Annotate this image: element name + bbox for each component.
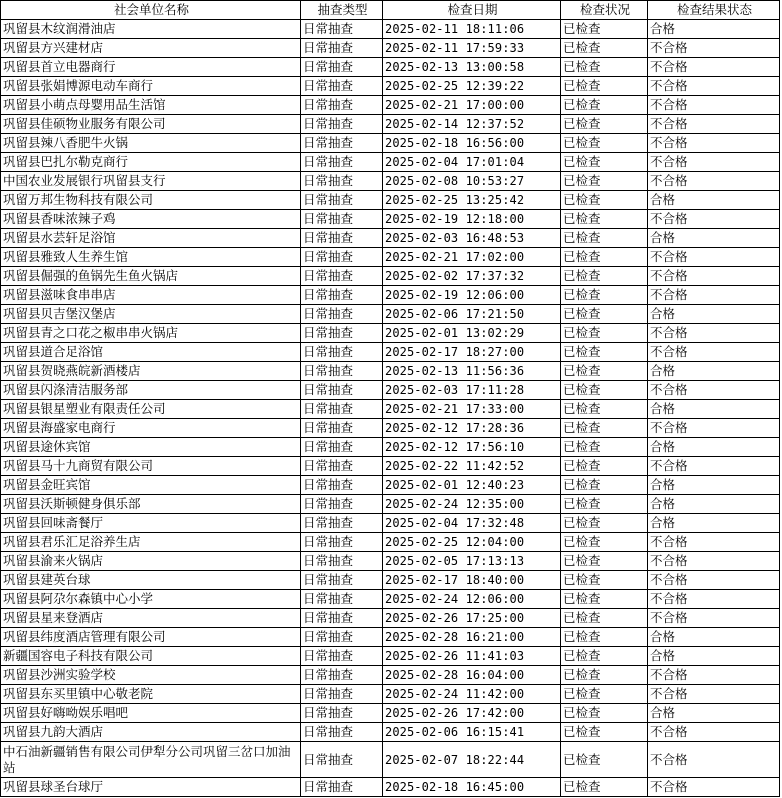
check-type-cell[interactable]: 日常抽查 bbox=[301, 419, 383, 438]
result-status-cell[interactable]: 合格 bbox=[648, 438, 780, 457]
table-row[interactable] bbox=[1, 172, 780, 191]
result-status-cell[interactable]: 不合格 bbox=[648, 134, 780, 153]
table-row[interactable] bbox=[1, 742, 780, 778]
table-row[interactable] bbox=[1, 115, 780, 134]
check-type-cell[interactable]: 日常抽查 bbox=[301, 609, 383, 628]
check-date-cell[interactable]: 2025-02-11 18:11:06 bbox=[383, 20, 561, 39]
unit-name-cell[interactable]: 巩留县滋味食串串店 bbox=[1, 286, 301, 305]
check-date-cell[interactable]: 2025-02-03 16:48:53 bbox=[383, 229, 561, 248]
check-type-cell[interactable]: 日常抽查 bbox=[301, 20, 383, 39]
table-row[interactable] bbox=[1, 609, 780, 628]
result-status-cell[interactable]: 合格 bbox=[648, 647, 780, 666]
check-status-cell[interactable]: 已检查 bbox=[561, 590, 648, 609]
header-check-type[interactable]: 抽查类型 bbox=[301, 1, 383, 20]
unit-name-cell[interactable]: 巩留县首立电器商行 bbox=[1, 58, 301, 77]
unit-name-cell[interactable]: 中国农业发展银行巩留县支行 bbox=[1, 172, 301, 191]
unit-name-cell[interactable]: 巩留县好嗨呦娱乐唱吧 bbox=[1, 704, 301, 723]
check-status-cell[interactable]: 已检查 bbox=[561, 381, 648, 400]
check-type-cell[interactable]: 日常抽查 bbox=[301, 552, 383, 571]
check-date-cell[interactable]: 2025-02-24 12:35:00 bbox=[383, 495, 561, 514]
result-status-cell[interactable]: 不合格 bbox=[648, 77, 780, 96]
unit-name-cell[interactable]: 巩留县辣八香肥牛火锅 bbox=[1, 134, 301, 153]
check-type-cell[interactable]: 日常抽查 bbox=[301, 134, 383, 153]
check-status-cell[interactable]: 已检查 bbox=[561, 514, 648, 533]
check-type-cell[interactable]: 日常抽查 bbox=[301, 647, 383, 666]
check-date-cell[interactable]: 2025-02-26 17:42:00 bbox=[383, 704, 561, 723]
check-type-cell[interactable]: 日常抽查 bbox=[301, 533, 383, 552]
check-type-cell[interactable]: 日常抽查 bbox=[301, 39, 383, 58]
check-status-cell[interactable]: 已检查 bbox=[561, 305, 648, 324]
header-unit-name[interactable]: 社会单位名称 bbox=[1, 1, 301, 20]
unit-name-cell[interactable]: 巩留县佳硕物业服务有限公司 bbox=[1, 115, 301, 134]
unit-name-cell[interactable]: 巩留县闪涤清洁服务部 bbox=[1, 381, 301, 400]
check-date-cell[interactable]: 2025-02-07 18:22:44 bbox=[383, 742, 561, 778]
unit-name-cell[interactable]: 巩留县金旺宾馆 bbox=[1, 476, 301, 495]
check-status-cell[interactable]: 已检查 bbox=[561, 267, 648, 286]
result-status-cell[interactable]: 不合格 bbox=[648, 666, 780, 685]
unit-name-cell[interactable]: 巩留县马十九商贸有限公司 bbox=[1, 457, 301, 476]
result-status-cell[interactable]: 不合格 bbox=[648, 590, 780, 609]
check-type-cell[interactable]: 日常抽查 bbox=[301, 666, 383, 685]
header-check-status[interactable]: 检查状况 bbox=[561, 1, 648, 20]
check-date-cell[interactable]: 2025-02-22 11:42:52 bbox=[383, 457, 561, 476]
check-date-cell[interactable]: 2025-02-24 11:42:00 bbox=[383, 685, 561, 704]
result-status-cell[interactable]: 合格 bbox=[648, 476, 780, 495]
table-row[interactable] bbox=[1, 778, 780, 797]
check-date-cell[interactable]: 2025-02-24 12:06:00 bbox=[383, 590, 561, 609]
table-row[interactable] bbox=[1, 647, 780, 666]
check-status-cell[interactable]: 已检查 bbox=[561, 704, 648, 723]
header-result-status[interactable]: 检查结果状态 bbox=[648, 1, 780, 20]
check-type-cell[interactable]: 日常抽查 bbox=[301, 381, 383, 400]
check-status-cell[interactable]: 已检查 bbox=[561, 134, 648, 153]
table-row[interactable] bbox=[1, 305, 780, 324]
table-row[interactable] bbox=[1, 210, 780, 229]
unit-name-cell[interactable]: 巩留县回味斋餐厅 bbox=[1, 514, 301, 533]
check-status-cell[interactable]: 已检查 bbox=[561, 400, 648, 419]
result-status-cell[interactable]: 合格 bbox=[648, 514, 780, 533]
table-row[interactable] bbox=[1, 590, 780, 609]
check-type-cell[interactable]: 日常抽查 bbox=[301, 191, 383, 210]
check-date-cell[interactable]: 2025-02-04 17:01:04 bbox=[383, 153, 561, 172]
result-status-cell[interactable]: 不合格 bbox=[648, 39, 780, 58]
unit-name-cell[interactable]: 巩留县水芸轩足浴馆 bbox=[1, 229, 301, 248]
unit-name-cell[interactable]: 巩留县巴扎尔勒克商行 bbox=[1, 153, 301, 172]
check-status-cell[interactable]: 已检查 bbox=[561, 343, 648, 362]
check-date-cell[interactable]: 2025-02-25 12:04:00 bbox=[383, 533, 561, 552]
unit-name-cell[interactable]: 巩留县阿尕尔森镇中心小学 bbox=[1, 590, 301, 609]
check-date-cell[interactable]: 2025-02-13 13:00:58 bbox=[383, 58, 561, 77]
check-status-cell[interactable]: 已检查 bbox=[561, 457, 648, 476]
check-status-cell[interactable]: 已检查 bbox=[561, 324, 648, 343]
check-date-cell[interactable]: 2025-02-21 17:00:00 bbox=[383, 96, 561, 115]
result-status-cell[interactable]: 不合格 bbox=[648, 115, 780, 134]
result-status-cell[interactable]: 合格 bbox=[648, 400, 780, 419]
check-type-cell[interactable]: 日常抽查 bbox=[301, 153, 383, 172]
check-status-cell[interactable]: 已检查 bbox=[561, 495, 648, 514]
unit-name-cell[interactable]: 巩留县贝吉堡汉堡店 bbox=[1, 305, 301, 324]
table-row[interactable] bbox=[1, 438, 780, 457]
result-status-cell[interactable]: 合格 bbox=[648, 628, 780, 647]
check-type-cell[interactable]: 日常抽查 bbox=[301, 778, 383, 797]
unit-name-cell[interactable]: 巩留县星来登酒店 bbox=[1, 609, 301, 628]
result-status-cell[interactable]: 不合格 bbox=[648, 571, 780, 590]
check-status-cell[interactable]: 已检查 bbox=[561, 191, 648, 210]
check-type-cell[interactable]: 日常抽查 bbox=[301, 77, 383, 96]
check-date-cell[interactable]: 2025-02-12 17:28:36 bbox=[383, 419, 561, 438]
check-status-cell[interactable]: 已检查 bbox=[561, 742, 648, 778]
unit-name-cell[interactable]: 巩留县海盛家电商行 bbox=[1, 419, 301, 438]
check-type-cell[interactable]: 日常抽查 bbox=[301, 229, 383, 248]
header-row bbox=[1, 1, 780, 20]
check-status-cell[interactable]: 已检查 bbox=[561, 39, 648, 58]
table-row[interactable] bbox=[1, 248, 780, 267]
result-status-cell[interactable]: 不合格 bbox=[648, 324, 780, 343]
check-date-cell[interactable]: 2025-02-14 12:37:52 bbox=[383, 115, 561, 134]
result-status-cell[interactable]: 不合格 bbox=[648, 153, 780, 172]
result-status-cell[interactable]: 合格 bbox=[648, 20, 780, 39]
table-row[interactable] bbox=[1, 286, 780, 305]
check-type-cell[interactable]: 日常抽查 bbox=[301, 723, 383, 742]
check-date-cell[interactable]: 2025-02-13 11:56:36 bbox=[383, 362, 561, 381]
table-row[interactable] bbox=[1, 20, 780, 39]
result-status-cell[interactable]: 合格 bbox=[648, 305, 780, 324]
unit-name-cell[interactable]: 中石油新疆销售有限公司伊犁分公司巩留三岔口加油站 bbox=[1, 742, 301, 778]
check-date-cell[interactable]: 2025-02-19 12:18:00 bbox=[383, 210, 561, 229]
check-type-cell[interactable]: 日常抽查 bbox=[301, 476, 383, 495]
check-status-cell[interactable]: 已检查 bbox=[561, 210, 648, 229]
unit-name-cell[interactable]: 巩留县小萌点母婴用品生活馆 bbox=[1, 96, 301, 115]
result-status-cell[interactable]: 不合格 bbox=[648, 609, 780, 628]
table-row[interactable] bbox=[1, 39, 780, 58]
check-type-cell[interactable]: 日常抽查 bbox=[301, 685, 383, 704]
result-status-cell[interactable]: 不合格 bbox=[648, 96, 780, 115]
check-status-cell[interactable]: 已检查 bbox=[561, 153, 648, 172]
result-status-cell[interactable]: 不合格 bbox=[648, 381, 780, 400]
check-type-cell[interactable]: 日常抽查 bbox=[301, 628, 383, 647]
check-date-cell[interactable]: 2025-02-28 16:21:00 bbox=[383, 628, 561, 647]
check-type-cell[interactable]: 日常抽查 bbox=[301, 172, 383, 191]
unit-name-cell[interactable]: 巩留县雅致人生养生馆 bbox=[1, 248, 301, 267]
check-status-cell[interactable]: 已检查 bbox=[561, 229, 648, 248]
check-type-cell[interactable]: 日常抽查 bbox=[301, 267, 383, 286]
check-date-cell[interactable]: 2025-02-01 12:40:23 bbox=[383, 476, 561, 495]
table-body bbox=[1, 20, 780, 797]
check-status-cell[interactable]: 已检查 bbox=[561, 571, 648, 590]
table-row[interactable] bbox=[1, 552, 780, 571]
result-status-cell[interactable]: 不合格 bbox=[648, 210, 780, 229]
table-row[interactable] bbox=[1, 685, 780, 704]
unit-name-cell[interactable]: 巩留县木纹润滑油店 bbox=[1, 20, 301, 39]
check-type-cell[interactable]: 日常抽查 bbox=[301, 115, 383, 134]
table-row[interactable] bbox=[1, 666, 780, 685]
check-status-cell[interactable]: 已检查 bbox=[561, 533, 648, 552]
check-type-cell[interactable]: 日常抽查 bbox=[301, 343, 383, 362]
table-row[interactable] bbox=[1, 533, 780, 552]
unit-name-cell[interactable]: 巩留县道合足浴馆 bbox=[1, 343, 301, 362]
table-row[interactable] bbox=[1, 400, 780, 419]
check-type-cell[interactable]: 日常抽查 bbox=[301, 362, 383, 381]
table-row[interactable] bbox=[1, 514, 780, 533]
unit-name-cell[interactable]: 巩留县东买里镇中心敬老院 bbox=[1, 685, 301, 704]
table-row[interactable] bbox=[1, 362, 780, 381]
check-status-cell[interactable]: 已检查 bbox=[561, 20, 648, 39]
result-status-cell[interactable]: 不合格 bbox=[648, 286, 780, 305]
unit-name-cell[interactable]: 巩留万邦生物科技有限公司 bbox=[1, 191, 301, 210]
result-status-cell[interactable]: 不合格 bbox=[648, 267, 780, 286]
unit-name-cell[interactable]: 巩留县张娟博源电动车商行 bbox=[1, 77, 301, 96]
check-type-cell[interactable]: 日常抽查 bbox=[301, 248, 383, 267]
table-row[interactable] bbox=[1, 457, 780, 476]
check-date-cell[interactable]: 2025-02-08 10:53:27 bbox=[383, 172, 561, 191]
table-row[interactable] bbox=[1, 476, 780, 495]
table-row[interactable] bbox=[1, 628, 780, 647]
check-status-cell[interactable]: 已检查 bbox=[561, 438, 648, 457]
check-status-cell[interactable]: 已检查 bbox=[561, 628, 648, 647]
check-type-cell[interactable]: 日常抽查 bbox=[301, 324, 383, 343]
unit-name-cell[interactable]: 巩留县途休宾馆 bbox=[1, 438, 301, 457]
check-type-cell[interactable]: 日常抽查 bbox=[301, 742, 383, 778]
result-status-cell[interactable]: 不合格 bbox=[648, 343, 780, 362]
result-status-cell[interactable]: 合格 bbox=[648, 495, 780, 514]
check-date-cell[interactable]: 2025-02-04 17:32:48 bbox=[383, 514, 561, 533]
check-date-cell[interactable]: 2025-02-11 17:59:33 bbox=[383, 39, 561, 58]
check-type-cell[interactable]: 日常抽查 bbox=[301, 590, 383, 609]
table-row[interactable] bbox=[1, 77, 780, 96]
result-status-cell[interactable]: 不合格 bbox=[648, 685, 780, 704]
check-type-cell[interactable]: 日常抽查 bbox=[301, 571, 383, 590]
check-date-cell[interactable]: 2025-02-28 16:04:00 bbox=[383, 666, 561, 685]
check-date-cell[interactable]: 2025-02-05 17:13:13 bbox=[383, 552, 561, 571]
result-status-cell[interactable]: 不合格 bbox=[648, 248, 780, 267]
result-status-cell[interactable]: 合格 bbox=[648, 229, 780, 248]
check-status-cell[interactable]: 已检查 bbox=[561, 96, 648, 115]
check-status-cell[interactable]: 已检查 bbox=[561, 685, 648, 704]
result-status-cell[interactable]: 不合格 bbox=[648, 742, 780, 778]
check-type-cell[interactable]: 日常抽查 bbox=[301, 704, 383, 723]
table-row[interactable] bbox=[1, 58, 780, 77]
result-status-cell[interactable]: 不合格 bbox=[648, 723, 780, 742]
check-status-cell[interactable]: 已检查 bbox=[561, 476, 648, 495]
table-row[interactable] bbox=[1, 343, 780, 362]
check-date-cell[interactable]: 2025-02-17 18:40:00 bbox=[383, 571, 561, 590]
table-row[interactable] bbox=[1, 723, 780, 742]
check-status-cell[interactable]: 已检查 bbox=[561, 286, 648, 305]
check-status-cell[interactable]: 已检查 bbox=[561, 647, 648, 666]
table-row[interactable] bbox=[1, 191, 780, 210]
unit-name-cell[interactable]: 巩留县香味浓辣子鸡 bbox=[1, 210, 301, 229]
check-date-cell[interactable]: 2025-02-26 17:25:00 bbox=[383, 609, 561, 628]
check-date-cell[interactable]: 2025-02-17 18:27:00 bbox=[383, 343, 561, 362]
result-status-cell[interactable]: 不合格 bbox=[648, 58, 780, 77]
check-status-cell[interactable]: 已检查 bbox=[561, 723, 648, 742]
check-status-cell[interactable]: 已检查 bbox=[561, 58, 648, 77]
unit-name-cell[interactable]: 巩留县沃斯顿健身俱乐部 bbox=[1, 495, 301, 514]
result-status-cell[interactable]: 不合格 bbox=[648, 172, 780, 191]
check-status-cell[interactable]: 已检查 bbox=[561, 666, 648, 685]
unit-name-cell[interactable]: 巩留县九韵大酒店 bbox=[1, 723, 301, 742]
table-row[interactable] bbox=[1, 324, 780, 343]
table-row[interactable] bbox=[1, 267, 780, 286]
table-row[interactable] bbox=[1, 419, 780, 438]
unit-name-cell[interactable]: 巩留县方兴建材店 bbox=[1, 39, 301, 58]
check-date-cell[interactable]: 2025-02-06 17:21:50 bbox=[383, 305, 561, 324]
check-date-cell[interactable]: 2025-02-26 11:41:03 bbox=[383, 647, 561, 666]
unit-name-cell[interactable]: 巩留县贺晓燕皖新酒楼店 bbox=[1, 362, 301, 381]
check-type-cell[interactable]: 日常抽查 bbox=[301, 438, 383, 457]
unit-name-cell[interactable]: 巩留县球圣台球厅 bbox=[1, 778, 301, 797]
check-status-cell[interactable]: 已检查 bbox=[561, 419, 648, 438]
table-row[interactable] bbox=[1, 96, 780, 115]
check-type-cell[interactable]: 日常抽查 bbox=[301, 400, 383, 419]
check-status-cell[interactable]: 已检查 bbox=[561, 609, 648, 628]
unit-name-cell[interactable]: 巩留县纬度酒店管理有限公司 bbox=[1, 628, 301, 647]
result-status-cell[interactable]: 合格 bbox=[648, 362, 780, 381]
check-date-cell[interactable]: 2025-02-01 13:02:29 bbox=[383, 324, 561, 343]
check-date-cell[interactable]: 2025-02-21 17:02:00 bbox=[383, 248, 561, 267]
unit-name-cell[interactable]: 巩留县倔强的鱼锅先生鱼火锅店 bbox=[1, 267, 301, 286]
check-type-cell[interactable]: 日常抽查 bbox=[301, 96, 383, 115]
result-status-cell[interactable]: 不合格 bbox=[648, 419, 780, 438]
check-date-cell[interactable]: 2025-02-25 13:25:42 bbox=[383, 191, 561, 210]
unit-name-cell[interactable]: 新疆国容电子科技有限公司 bbox=[1, 647, 301, 666]
unit-name-cell[interactable]: 巩留县渝来火锅店 bbox=[1, 552, 301, 571]
check-type-cell[interactable]: 日常抽查 bbox=[301, 514, 383, 533]
table-row[interactable] bbox=[1, 153, 780, 172]
table-row[interactable] bbox=[1, 134, 780, 153]
table-row[interactable] bbox=[1, 381, 780, 400]
check-status-cell[interactable]: 已检查 bbox=[561, 172, 648, 191]
table-row[interactable] bbox=[1, 495, 780, 514]
table-row[interactable] bbox=[1, 229, 780, 248]
check-type-cell[interactable]: 日常抽查 bbox=[301, 210, 383, 229]
check-date-cell[interactable]: 2025-02-19 12:06:00 bbox=[383, 286, 561, 305]
check-type-cell[interactable]: 日常抽查 bbox=[301, 286, 383, 305]
check-status-cell[interactable]: 已检查 bbox=[561, 248, 648, 267]
result-status-cell[interactable]: 不合格 bbox=[648, 778, 780, 797]
result-status-cell[interactable]: 合格 bbox=[648, 704, 780, 723]
check-date-cell[interactable]: 2025-02-02 17:37:32 bbox=[383, 267, 561, 286]
check-status-cell[interactable]: 已检查 bbox=[561, 115, 648, 134]
unit-name-cell[interactable]: 巩留县银星塑业有限责任公司 bbox=[1, 400, 301, 419]
unit-name-cell[interactable]: 巩留县沙洲实验学校 bbox=[1, 666, 301, 685]
check-date-cell[interactable]: 2025-02-06 16:15:41 bbox=[383, 723, 561, 742]
table-row[interactable] bbox=[1, 704, 780, 723]
result-status-cell[interactable]: 不合格 bbox=[648, 457, 780, 476]
check-status-cell[interactable]: 已检查 bbox=[561, 77, 648, 96]
check-status-cell[interactable]: 已检查 bbox=[561, 778, 648, 797]
result-status-cell[interactable]: 合格 bbox=[648, 191, 780, 210]
check-type-cell[interactable]: 日常抽查 bbox=[301, 58, 383, 77]
check-date-cell[interactable]: 2025-02-18 16:45:00 bbox=[383, 778, 561, 797]
check-date-cell[interactable]: 2025-02-25 12:39:22 bbox=[383, 77, 561, 96]
check-date-cell[interactable]: 2025-02-18 16:56:00 bbox=[383, 134, 561, 153]
table-row[interactable] bbox=[1, 571, 780, 590]
check-status-cell[interactable]: 已检查 bbox=[561, 552, 648, 571]
header-check-date[interactable]: 检查日期 bbox=[383, 1, 561, 20]
unit-name-cell[interactable]: 巩留县青之口花之椒串串火锅店 bbox=[1, 324, 301, 343]
check-type-cell[interactable]: 日常抽查 bbox=[301, 495, 383, 514]
unit-name-cell[interactable]: 巩留县君乐汇足浴养生店 bbox=[1, 533, 301, 552]
check-status-cell[interactable]: 已检查 bbox=[561, 362, 648, 381]
check-date-cell[interactable]: 2025-02-12 17:56:10 bbox=[383, 438, 561, 457]
check-date-cell[interactable]: 2025-02-21 17:33:00 bbox=[383, 400, 561, 419]
check-type-cell[interactable]: 日常抽查 bbox=[301, 457, 383, 476]
result-status-cell[interactable]: 不合格 bbox=[648, 533, 780, 552]
check-date-cell[interactable]: 2025-02-03 17:11:28 bbox=[383, 381, 561, 400]
check-type-cell[interactable]: 日常抽查 bbox=[301, 305, 383, 324]
result-status-cell[interactable]: 不合格 bbox=[648, 552, 780, 571]
unit-name-cell[interactable]: 巩留县建英台球 bbox=[1, 571, 301, 590]
